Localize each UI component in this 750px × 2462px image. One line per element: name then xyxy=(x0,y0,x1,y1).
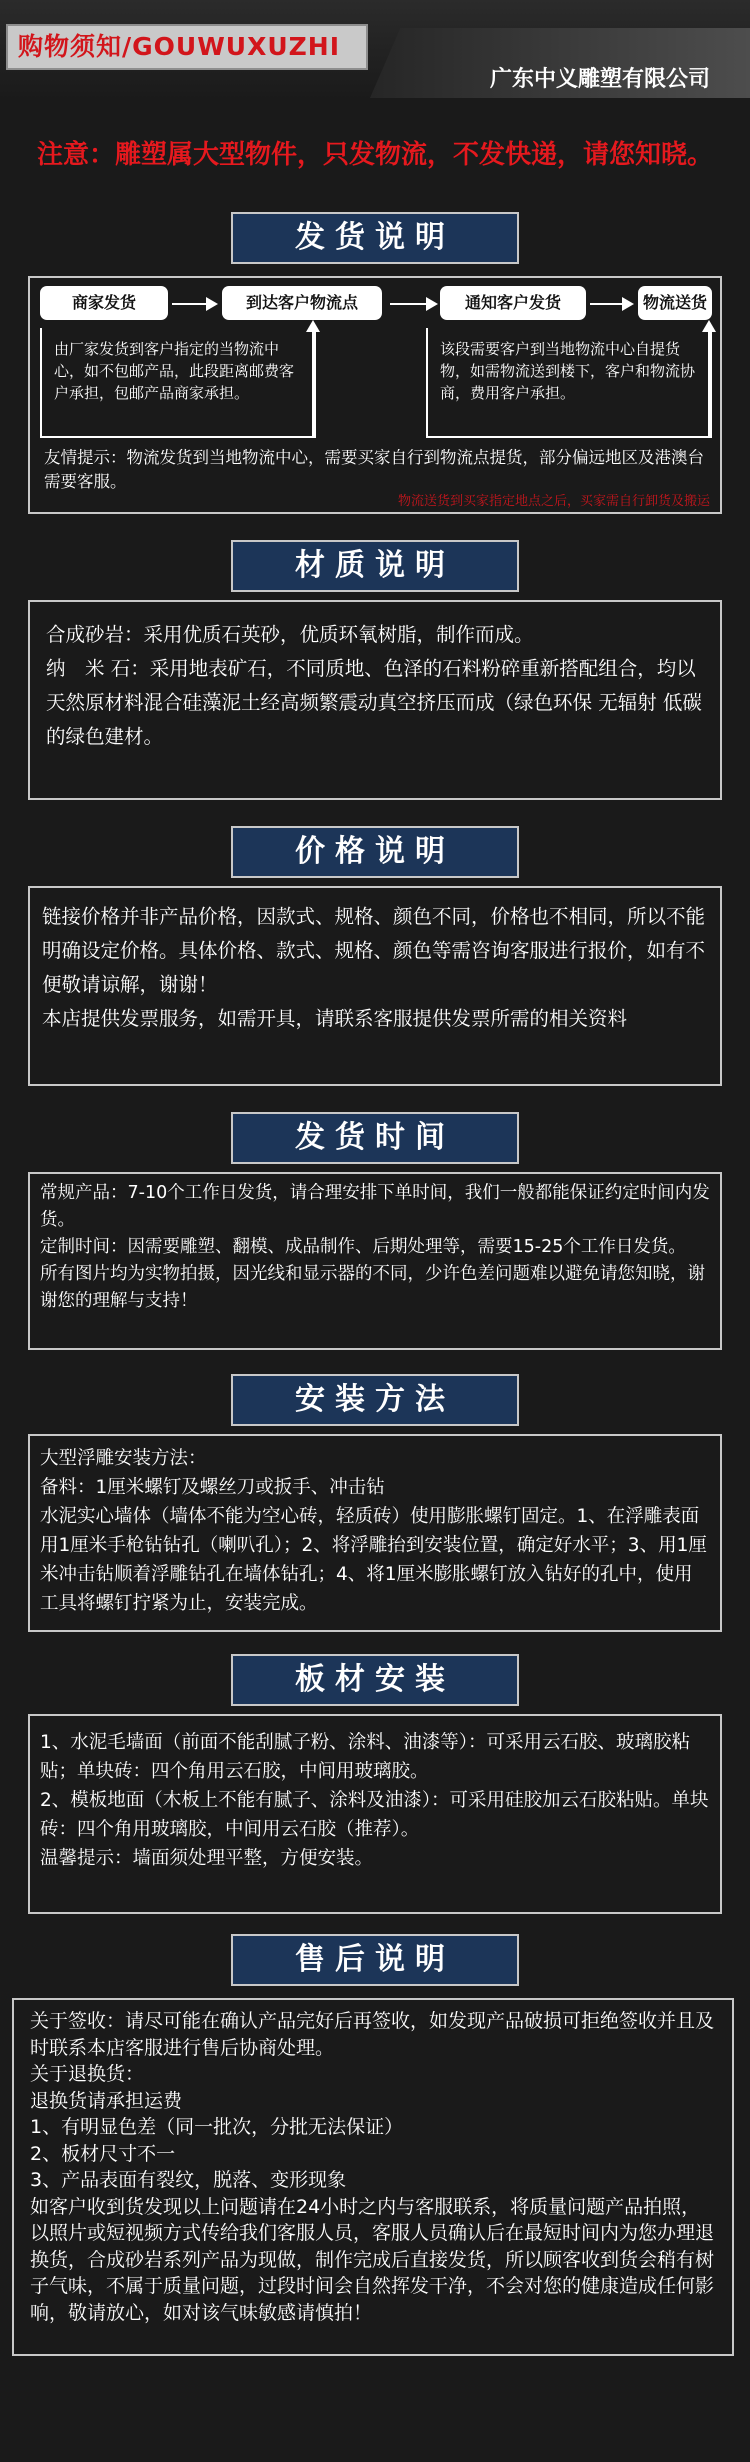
after-sales-line: 关于签收：请尽可能在确认产品完好后再签收，如发现产品破损可拒绝签收并且及时联系本店客服进行售后协商处理。 xyxy=(30,2010,715,2059)
shipping-diagram-box xyxy=(28,276,722,514)
arrow-right-icon xyxy=(590,303,632,305)
delivery-time-box xyxy=(28,1172,722,1350)
arrow-right-icon xyxy=(390,303,436,305)
after-sales-line: 2、板材尺寸不一 xyxy=(30,2142,176,2165)
red-tip: 物流送货到买家指定地点之后，买家需自行卸货及搬运 xyxy=(397,494,710,509)
after-sales-line: 3、产品表面有裂纹，脱落、变形现象 xyxy=(30,2169,347,2191)
section-title-after-sales: 售后说明 xyxy=(231,1934,519,1986)
step-merchant-ship: 商家发货 xyxy=(40,286,168,320)
board-line: 1、水泥毛墙面（前面不能刮腻子粉、涂料、油漆等）：可采用云石胶、玻璃胶粘贴；单块砖：四个角用云石胶，中间用玻璃胶。 xyxy=(40,1732,691,1782)
logistics-notice: 注意：雕塑属大型物件，只发物流，不发快递，请您知晓。 xyxy=(36,140,713,170)
friendly-tip: 友情提示：物流发货到当地物流中心，需要买家自行到物流点提货，部分偏远地区及港澳台需要客服。 xyxy=(44,448,704,491)
board-line: 2、模板地面（木板上不能有腻子、涂料及油漆）：可采用硅胶加云石胶粘贴。单块砖：四个角用玻璃胶，中间用云石胶（推荐）。 xyxy=(40,1790,709,1840)
section-title-material: 材质说明 xyxy=(231,540,519,592)
step-notify-customer: 通知客户发货 xyxy=(440,286,586,320)
step-logistics-deliver: 物流送货 xyxy=(638,286,712,320)
material-box xyxy=(28,600,722,800)
install-box xyxy=(28,1434,722,1632)
section-title-price: 价格说明 xyxy=(231,826,519,878)
section-title-board: 板材安装 xyxy=(231,1654,519,1706)
after-sales-line: 1、有明显色差（同一批次，分批无法保证） xyxy=(30,2116,404,2138)
arrow-up-icon xyxy=(708,330,710,436)
price-box xyxy=(28,886,722,1086)
board-box xyxy=(28,1714,722,1914)
shopping-notice-tag: 购物须知/GOUWUXUZHI xyxy=(6,24,368,70)
arrow-right-icon xyxy=(172,303,216,305)
section-title-install: 安装方法 xyxy=(231,1374,519,1426)
step-arrive-logistics: 到达客户物流点 xyxy=(222,286,382,320)
section-title-shipping: 发货说明 xyxy=(231,212,519,264)
after-sales-box xyxy=(12,1998,734,2356)
company-name: 广东中义雕塑有限公司 xyxy=(489,67,710,92)
after-sales-line: 如客户收到货发现以上问题请在24小时之内与客服联系，将质量问题产品拍照，以照片或短视频方式传给我们客服人员，客服人员确认后在最短时间内为您办理退换货，合成砂岩系列产品为现做，制作完成后直接发货，所以顾客收到货会稍有树子气味，不属于质量问题，过段时间会自然挥发干净，不会对您的健康造成任何影响，敬请放心，如对该气味敏感请慎拍！ xyxy=(30,2195,715,2324)
note-left: 由厂家发货到客户指定的当物流中心，如不包邮产品，此段距离邮费客户承担，包邮产品商家承担。 xyxy=(40,328,316,438)
delivery-line: 所有图片均为实物拍摄，因光线和显示器的不同，少许色差问题难以避免请您知晓，谢谢您的理解与支持！ xyxy=(40,1264,705,1311)
install-line: 水泥实心墙体（墙体不能为空心砖，轻质砖）使用膨胀螺钉固定。1、在浮雕表面用1厘米手枪钻钻孔（喇叭孔）；2、将浮雕抬到安装位置，确定好水平；3、用1厘米冲击钻顺着浮雕钻孔在墙体钻孔；4、将1厘米膨胀螺钉放入钻好的孔中，使用工具将螺钉拧紧为止，安装完成。 xyxy=(40,1506,707,1614)
after-sales-line: 退换货请承担运费 xyxy=(30,2089,183,2112)
board-line: 温馨提示：墙面须处理平整，方便安装。 xyxy=(40,1848,374,1869)
price-line: 本店提供发票服务，如需开具，请联系客服提供发票所需的相关资料 xyxy=(42,1007,628,1030)
delivery-line: 定制时间：因需要雕塑、翻模、成品制作、后期处理等，需要15-25个工作日发货。 xyxy=(40,1237,686,1257)
after-sales-line: 关于退换货： xyxy=(30,2063,145,2085)
material-line: 合成砂岩：采用优质石英砂，优质环氧树脂，制作而成。 xyxy=(46,623,534,646)
arrow-up-icon xyxy=(312,330,314,436)
section-title-delivery-time: 发货时间 xyxy=(231,1112,519,1164)
price-line: 链接价格并非产品价格，因款式、规格、颜色不同，价格也不相同，所以不能明确设定价格。具体价格、款式、规格、颜色等需咨询客服进行报价，如有不便敬请谅解，谢谢！ xyxy=(42,905,706,996)
delivery-line: 常规产品：7-10个工作日发货，请合理安排下单时间，我们一般都能保证约定时间内发货。 xyxy=(40,1183,710,1230)
material-line: 纳 米 石：采用地表矿石，不同质地、色泽的石料粉碎重新搭配组合，均以天然原材料混合硅藻泥土经高频繁震动真空挤压而成（绿色环保 无辐射 低碳的绿色建材。 xyxy=(46,657,702,748)
note-right: 该段需要客户到当地物流中心自提货物，如需物流送到楼下，客户和物流协商，费用客户承担。 xyxy=(426,328,712,438)
install-line: 备料：1厘米螺钉及螺丝刀或扳手、冲击钻 xyxy=(40,1477,385,1498)
install-line: 大型浮雕安装方法： xyxy=(40,1448,207,1469)
